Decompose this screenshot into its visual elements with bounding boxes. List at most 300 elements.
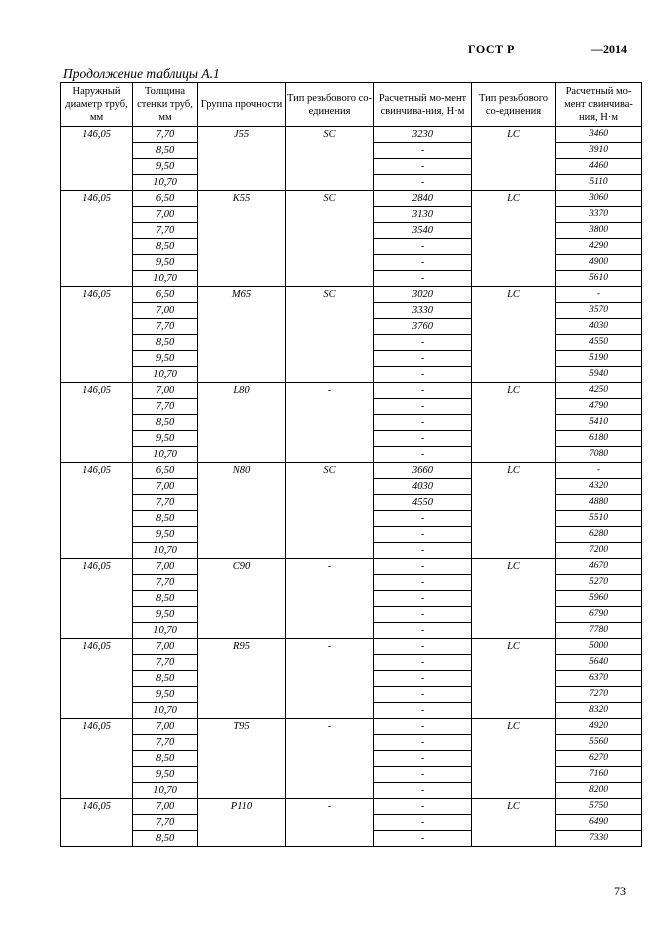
outer-diameter-cell — [61, 655, 133, 671]
strength-grade-cell — [198, 575, 286, 591]
thread-type-lc-cell — [472, 527, 556, 543]
outer-diameter-cell — [61, 703, 133, 719]
wall-thickness-cell: 7,00 — [133, 303, 198, 319]
outer-diameter-cell — [61, 575, 133, 591]
makeup-torque-sc-cell: - — [374, 815, 472, 831]
thread-type-sc-cell — [286, 239, 374, 255]
table-row — [61, 559, 642, 575]
makeup-torque-lc-cell: 4920 — [556, 719, 642, 735]
strength-grade-cell — [198, 511, 286, 527]
makeup-torque-lc-cell: 3060 — [556, 191, 642, 207]
makeup-torque-lc-cell: 8320 — [556, 703, 642, 719]
thread-type-sc-cell — [286, 607, 374, 623]
thread-type-lc-cell: LC — [472, 287, 556, 303]
thread-type-lc-cell: LC — [472, 639, 556, 655]
makeup-torque-sc-cell: 3020 — [374, 287, 472, 303]
makeup-torque-sc-cell: 2840 — [374, 191, 472, 207]
table-row — [61, 719, 642, 735]
makeup-torque-lc-cell: 5750 — [556, 799, 642, 815]
table-row — [61, 271, 642, 287]
table-row — [61, 415, 642, 431]
wall-thickness-cell: 9,50 — [133, 431, 198, 447]
outer-diameter-cell — [61, 175, 133, 191]
outer-diameter-cell — [61, 479, 133, 495]
table-row — [61, 751, 642, 767]
thread-type-lc-cell — [472, 735, 556, 751]
table-row — [61, 255, 642, 271]
wall-thickness-cell: 7,70 — [133, 575, 198, 591]
outer-diameter-cell — [61, 671, 133, 687]
table-row — [61, 127, 642, 143]
outer-diameter-cell — [61, 511, 133, 527]
makeup-torque-sc-cell: - — [374, 447, 472, 463]
wall-thickness-cell: 7,70 — [133, 735, 198, 751]
outer-diameter-cell — [61, 415, 133, 431]
thread-type-lc-cell: LC — [472, 719, 556, 735]
col-header-thread-type-lc: Тип резьбового со-единения — [472, 83, 556, 127]
makeup-torque-lc-cell: 3570 — [556, 303, 642, 319]
strength-grade-cell — [198, 159, 286, 175]
makeup-torque-sc-cell: - — [374, 751, 472, 767]
wall-thickness-cell: 7,70 — [133, 319, 198, 335]
wall-thickness-cell: 10,70 — [133, 623, 198, 639]
wall-thickness-cell: 7,70 — [133, 655, 198, 671]
thread-type-sc-cell: - — [286, 639, 374, 655]
wall-thickness-cell: 10,70 — [133, 271, 198, 287]
thread-type-lc-cell — [472, 255, 556, 271]
outer-diameter-cell — [61, 351, 133, 367]
table-row — [61, 831, 642, 847]
wall-thickness-cell: 7,70 — [133, 495, 198, 511]
table-row — [61, 447, 642, 463]
strength-grade-cell — [198, 447, 286, 463]
wall-thickness-cell: 9,50 — [133, 159, 198, 175]
thread-type-sc-cell — [286, 159, 374, 175]
makeup-torque-lc-cell: 7270 — [556, 687, 642, 703]
wall-thickness-cell: 8,50 — [133, 143, 198, 159]
outer-diameter-cell — [61, 239, 133, 255]
wall-thickness-cell: 8,50 — [133, 751, 198, 767]
makeup-torque-lc-cell: 8200 — [556, 783, 642, 799]
thread-type-lc-cell: LC — [472, 559, 556, 575]
makeup-torque-sc-cell: - — [374, 511, 472, 527]
makeup-torque-sc-cell: - — [374, 687, 472, 703]
strength-grade-cell — [198, 527, 286, 543]
makeup-torque-lc-cell: 4250 — [556, 383, 642, 399]
outer-diameter-cell — [61, 255, 133, 271]
table-row — [61, 735, 642, 751]
table-header-row — [61, 83, 642, 127]
makeup-torque-lc-cell: 4900 — [556, 255, 642, 271]
wall-thickness-cell: 7,70 — [133, 815, 198, 831]
thread-type-lc-cell — [472, 271, 556, 287]
thread-type-lc-cell — [472, 703, 556, 719]
wall-thickness-cell: 7,70 — [133, 127, 198, 143]
col-header-wall-thickness: Толщина стенки труб, мм — [133, 83, 198, 127]
outer-diameter-cell — [61, 223, 133, 239]
makeup-torque-lc-cell: 7080 — [556, 447, 642, 463]
makeup-torque-sc-cell: - — [374, 767, 472, 783]
outer-diameter-cell — [61, 447, 133, 463]
outer-diameter-cell: 146,05 — [61, 799, 133, 815]
thread-type-sc-cell — [286, 591, 374, 607]
thread-type-lc-cell — [472, 511, 556, 527]
makeup-torque-lc-cell: 3910 — [556, 143, 642, 159]
table-row — [61, 495, 642, 511]
thread-type-sc-cell: SC — [286, 127, 374, 143]
thread-type-lc-cell — [472, 687, 556, 703]
makeup-torque-lc-cell: 6370 — [556, 671, 642, 687]
wall-thickness-cell: 10,70 — [133, 703, 198, 719]
table-row — [61, 239, 642, 255]
makeup-torque-lc-cell: 5270 — [556, 575, 642, 591]
strength-grade-cell — [198, 303, 286, 319]
outer-diameter-cell — [61, 783, 133, 799]
table-row — [61, 159, 642, 175]
makeup-torque-lc-cell: 4320 — [556, 479, 642, 495]
thread-type-sc-cell — [286, 831, 374, 847]
outer-diameter-cell — [61, 527, 133, 543]
col-header-thread-type-sc: Тип резьбового со-единения — [286, 83, 374, 127]
wall-thickness-cell: 6,50 — [133, 287, 198, 303]
outer-diameter-cell — [61, 815, 133, 831]
outer-diameter-cell: 146,05 — [61, 383, 133, 399]
thread-type-lc-cell — [472, 495, 556, 511]
thread-type-lc-cell — [472, 415, 556, 431]
wall-thickness-cell: 10,70 — [133, 175, 198, 191]
table-row — [61, 799, 642, 815]
strength-grade-cell: M65 — [198, 287, 286, 303]
thread-type-sc-cell — [286, 351, 374, 367]
strength-grade-cell — [198, 591, 286, 607]
strength-grade-cell — [198, 335, 286, 351]
makeup-torque-lc-cell: 3800 — [556, 223, 642, 239]
strength-grade-cell — [198, 767, 286, 783]
table-row — [61, 527, 642, 543]
thread-type-sc-cell — [286, 447, 374, 463]
table-row — [61, 607, 642, 623]
thread-type-lc-cell: LC — [472, 799, 556, 815]
makeup-torque-lc-cell: 5610 — [556, 271, 642, 287]
strength-grade-cell: T95 — [198, 719, 286, 735]
makeup-torque-lc-cell: 7200 — [556, 543, 642, 559]
thread-type-sc-cell — [286, 511, 374, 527]
makeup-torque-lc-cell: 5960 — [556, 591, 642, 607]
thread-type-lc-cell — [472, 575, 556, 591]
thread-type-sc-cell — [286, 175, 374, 191]
thread-type-sc-cell — [286, 415, 374, 431]
makeup-torque-lc-cell: 4030 — [556, 319, 642, 335]
wall-thickness-cell: 10,70 — [133, 543, 198, 559]
makeup-torque-sc-cell: - — [374, 527, 472, 543]
outer-diameter-cell: 146,05 — [61, 127, 133, 143]
table-body — [61, 127, 642, 847]
thread-type-sc-cell — [286, 335, 374, 351]
makeup-torque-sc-cell: - — [374, 351, 472, 367]
makeup-torque-sc-cell: - — [374, 383, 472, 399]
strength-grade-cell — [198, 175, 286, 191]
outer-diameter-cell — [61, 831, 133, 847]
thread-type-sc-cell — [286, 527, 374, 543]
thread-type-lc-cell: LC — [472, 127, 556, 143]
wall-thickness-cell: 8,50 — [133, 591, 198, 607]
strength-grade-cell: J55 — [198, 127, 286, 143]
outer-diameter-cell — [61, 607, 133, 623]
wall-thickness-cell: 9,50 — [133, 687, 198, 703]
col-header-outer-diameter: Наружный диаметр труб, мм — [61, 83, 133, 127]
makeup-torque-sc-cell: - — [374, 783, 472, 799]
strength-grade-cell — [198, 655, 286, 671]
wall-thickness-cell: 8,50 — [133, 239, 198, 255]
outer-diameter-cell — [61, 735, 133, 751]
table-row — [61, 783, 642, 799]
thread-type-sc-cell: - — [286, 383, 374, 399]
strength-grade-cell — [198, 687, 286, 703]
thread-type-lc-cell — [472, 335, 556, 351]
table-row — [61, 575, 642, 591]
outer-diameter-cell — [61, 751, 133, 767]
outer-diameter-cell: 146,05 — [61, 191, 133, 207]
makeup-torque-lc-cell: 6270 — [556, 751, 642, 767]
thread-type-sc-cell — [286, 495, 374, 511]
makeup-torque-sc-cell: 3540 — [374, 223, 472, 239]
table-row — [61, 703, 642, 719]
outer-diameter-cell — [61, 159, 133, 175]
table-row — [61, 223, 642, 239]
makeup-torque-sc-cell: - — [374, 831, 472, 847]
thread-type-lc-cell — [472, 319, 556, 335]
col-header-makeup-torque-sc: Расчетный мо-мент свинчива-ния, Н·м — [374, 83, 472, 127]
thread-type-sc-cell — [286, 575, 374, 591]
outer-diameter-cell: 146,05 — [61, 559, 133, 575]
makeup-torque-sc-cell: - — [374, 399, 472, 415]
makeup-torque-sc-cell: 3130 — [374, 207, 472, 223]
thread-type-lc-cell — [472, 175, 556, 191]
makeup-torque-sc-cell: - — [374, 559, 472, 575]
outer-diameter-cell — [61, 303, 133, 319]
wall-thickness-cell: 9,50 — [133, 527, 198, 543]
wall-thickness-cell: 10,70 — [133, 367, 198, 383]
thread-type-sc-cell — [286, 623, 374, 639]
strength-grade-cell — [198, 367, 286, 383]
wall-thickness-cell: 8,50 — [133, 831, 198, 847]
document-standard-code: ГОСТ Р — [468, 42, 515, 56]
makeup-torque-sc-cell: - — [374, 623, 472, 639]
table-row — [61, 335, 642, 351]
outer-diameter-cell — [61, 367, 133, 383]
table-row — [61, 463, 642, 479]
thread-type-lc-cell: LC — [472, 463, 556, 479]
strength-grade-cell — [198, 671, 286, 687]
table-row — [61, 655, 642, 671]
strength-grade-cell — [198, 223, 286, 239]
thread-type-sc-cell — [286, 431, 374, 447]
thread-type-sc-cell — [286, 479, 374, 495]
table-row — [61, 767, 642, 783]
strength-grade-cell — [198, 271, 286, 287]
strength-grade-cell — [198, 255, 286, 271]
outer-diameter-cell — [61, 319, 133, 335]
strength-grade-cell: R95 — [198, 639, 286, 655]
outer-diameter-cell — [61, 591, 133, 607]
makeup-torque-lc-cell: 7160 — [556, 767, 642, 783]
table-row — [61, 639, 642, 655]
wall-thickness-cell: 10,70 — [133, 783, 198, 799]
thread-type-sc-cell: - — [286, 719, 374, 735]
makeup-torque-lc-cell: 5560 — [556, 735, 642, 751]
wall-thickness-cell: 8,50 — [133, 511, 198, 527]
table-row — [61, 815, 642, 831]
makeup-torque-sc-cell: - — [374, 415, 472, 431]
wall-thickness-cell: 8,50 — [133, 335, 198, 351]
strength-grade-cell — [198, 239, 286, 255]
strength-grade-cell — [198, 831, 286, 847]
makeup-torque-sc-cell: - — [374, 335, 472, 351]
wall-thickness-cell: 6,50 — [133, 191, 198, 207]
thread-type-lc-cell — [472, 367, 556, 383]
wall-thickness-cell: 9,50 — [133, 767, 198, 783]
wall-thickness-cell: 7,00 — [133, 207, 198, 223]
thread-type-lc-cell — [472, 431, 556, 447]
thread-type-lc-cell — [472, 447, 556, 463]
thread-type-sc-cell — [286, 543, 374, 559]
wall-thickness-cell: 9,50 — [133, 255, 198, 271]
torque-table — [60, 82, 642, 847]
makeup-torque-lc-cell: 5190 — [556, 351, 642, 367]
thread-type-lc-cell — [472, 543, 556, 559]
thread-type-sc-cell — [286, 271, 374, 287]
makeup-torque-lc-cell: 6490 — [556, 815, 642, 831]
makeup-torque-lc-cell: 3460 — [556, 127, 642, 143]
thread-type-lc-cell — [472, 671, 556, 687]
table-row — [61, 623, 642, 639]
col-header-strength-grade: Группа прочности — [198, 83, 286, 127]
strength-grade-cell — [198, 703, 286, 719]
thread-type-sc-cell — [286, 751, 374, 767]
thread-type-sc-cell — [286, 367, 374, 383]
makeup-torque-sc-cell: 3760 — [374, 319, 472, 335]
thread-type-sc-cell — [286, 783, 374, 799]
makeup-torque-sc-cell: - — [374, 431, 472, 447]
table-caption: Продолжение таблицы А.1 — [63, 66, 220, 81]
thread-type-sc-cell — [286, 687, 374, 703]
makeup-torque-sc-cell: - — [374, 639, 472, 655]
thread-type-lc-cell — [472, 591, 556, 607]
strength-grade-cell — [198, 783, 286, 799]
makeup-torque-sc-cell: - — [374, 591, 472, 607]
outer-diameter-cell — [61, 399, 133, 415]
wall-thickness-cell: 7,00 — [133, 559, 198, 575]
outer-diameter-cell — [61, 543, 133, 559]
makeup-torque-sc-cell: - — [374, 703, 472, 719]
thread-type-sc-cell: SC — [286, 463, 374, 479]
thread-type-sc-cell — [286, 703, 374, 719]
outer-diameter-cell: 146,05 — [61, 719, 133, 735]
wall-thickness-cell: 7,00 — [133, 719, 198, 735]
thread-type-sc-cell: - — [286, 799, 374, 815]
strength-grade-cell — [198, 207, 286, 223]
thread-type-lc-cell — [472, 783, 556, 799]
strength-grade-cell — [198, 431, 286, 447]
thread-type-lc-cell — [472, 479, 556, 495]
makeup-torque-lc-cell: 5110 — [556, 175, 642, 191]
table-row — [61, 287, 642, 303]
makeup-torque-lc-cell: 4670 — [556, 559, 642, 575]
outer-diameter-cell: 146,05 — [61, 639, 133, 655]
strength-grade-cell — [198, 479, 286, 495]
strength-grade-cell — [198, 623, 286, 639]
wall-thickness-cell: 7,00 — [133, 383, 198, 399]
strength-grade-cell — [198, 735, 286, 751]
thread-type-sc-cell — [286, 767, 374, 783]
outer-diameter-cell — [61, 431, 133, 447]
table-row — [61, 207, 642, 223]
makeup-torque-sc-cell: - — [374, 255, 472, 271]
table-row — [61, 687, 642, 703]
table-row — [61, 191, 642, 207]
outer-diameter-cell — [61, 687, 133, 703]
strength-grade-cell — [198, 607, 286, 623]
makeup-torque-lc-cell: 6280 — [556, 527, 642, 543]
makeup-torque-sc-cell: - — [374, 735, 472, 751]
document-year: —2014 — [591, 42, 627, 56]
table-row — [61, 671, 642, 687]
table-row — [61, 319, 642, 335]
makeup-torque-lc-cell: 4880 — [556, 495, 642, 511]
makeup-torque-sc-cell: - — [374, 655, 472, 671]
wall-thickness-cell: 8,50 — [133, 415, 198, 431]
page-number: 73 — [614, 884, 626, 898]
strength-grade-cell — [198, 751, 286, 767]
thread-type-lc-cell — [472, 607, 556, 623]
makeup-torque-sc-cell: - — [374, 607, 472, 623]
thread-type-lc-cell — [472, 831, 556, 847]
thread-type-sc-cell — [286, 319, 374, 335]
makeup-torque-sc-cell: - — [374, 367, 472, 383]
outer-diameter-cell: 146,05 — [61, 287, 133, 303]
makeup-torque-sc-cell: - — [374, 671, 472, 687]
wall-thickness-cell: 7,00 — [133, 799, 198, 815]
wall-thickness-cell: 9,50 — [133, 351, 198, 367]
table-row — [61, 399, 642, 415]
strength-grade-cell — [198, 495, 286, 511]
makeup-torque-lc-cell: 6180 — [556, 431, 642, 447]
makeup-torque-sc-cell: 4030 — [374, 479, 472, 495]
thread-type-lc-cell — [472, 159, 556, 175]
outer-diameter-cell — [61, 335, 133, 351]
outer-diameter-cell — [61, 495, 133, 511]
table-row — [61, 175, 642, 191]
wall-thickness-cell: 10,70 — [133, 447, 198, 463]
thread-type-sc-cell: SC — [286, 287, 374, 303]
makeup-torque-sc-cell: - — [374, 799, 472, 815]
strength-grade-cell: P110 — [198, 799, 286, 815]
makeup-torque-lc-cell: - — [556, 287, 642, 303]
makeup-torque-sc-cell: - — [374, 543, 472, 559]
table-row — [61, 383, 642, 399]
col-header-makeup-torque-lc: Расчетный мо-мент свинчива-ния, Н·м — [556, 83, 642, 127]
thread-type-sc-cell — [286, 655, 374, 671]
table-row — [61, 511, 642, 527]
makeup-torque-sc-cell: - — [374, 159, 472, 175]
makeup-torque-sc-cell: 3330 — [374, 303, 472, 319]
thread-type-sc-cell: - — [286, 559, 374, 575]
makeup-torque-lc-cell: 7780 — [556, 623, 642, 639]
strength-grade-cell: N80 — [198, 463, 286, 479]
makeup-torque-sc-cell: - — [374, 239, 472, 255]
thread-type-sc-cell — [286, 255, 374, 271]
wall-thickness-cell: 8,50 — [133, 671, 198, 687]
